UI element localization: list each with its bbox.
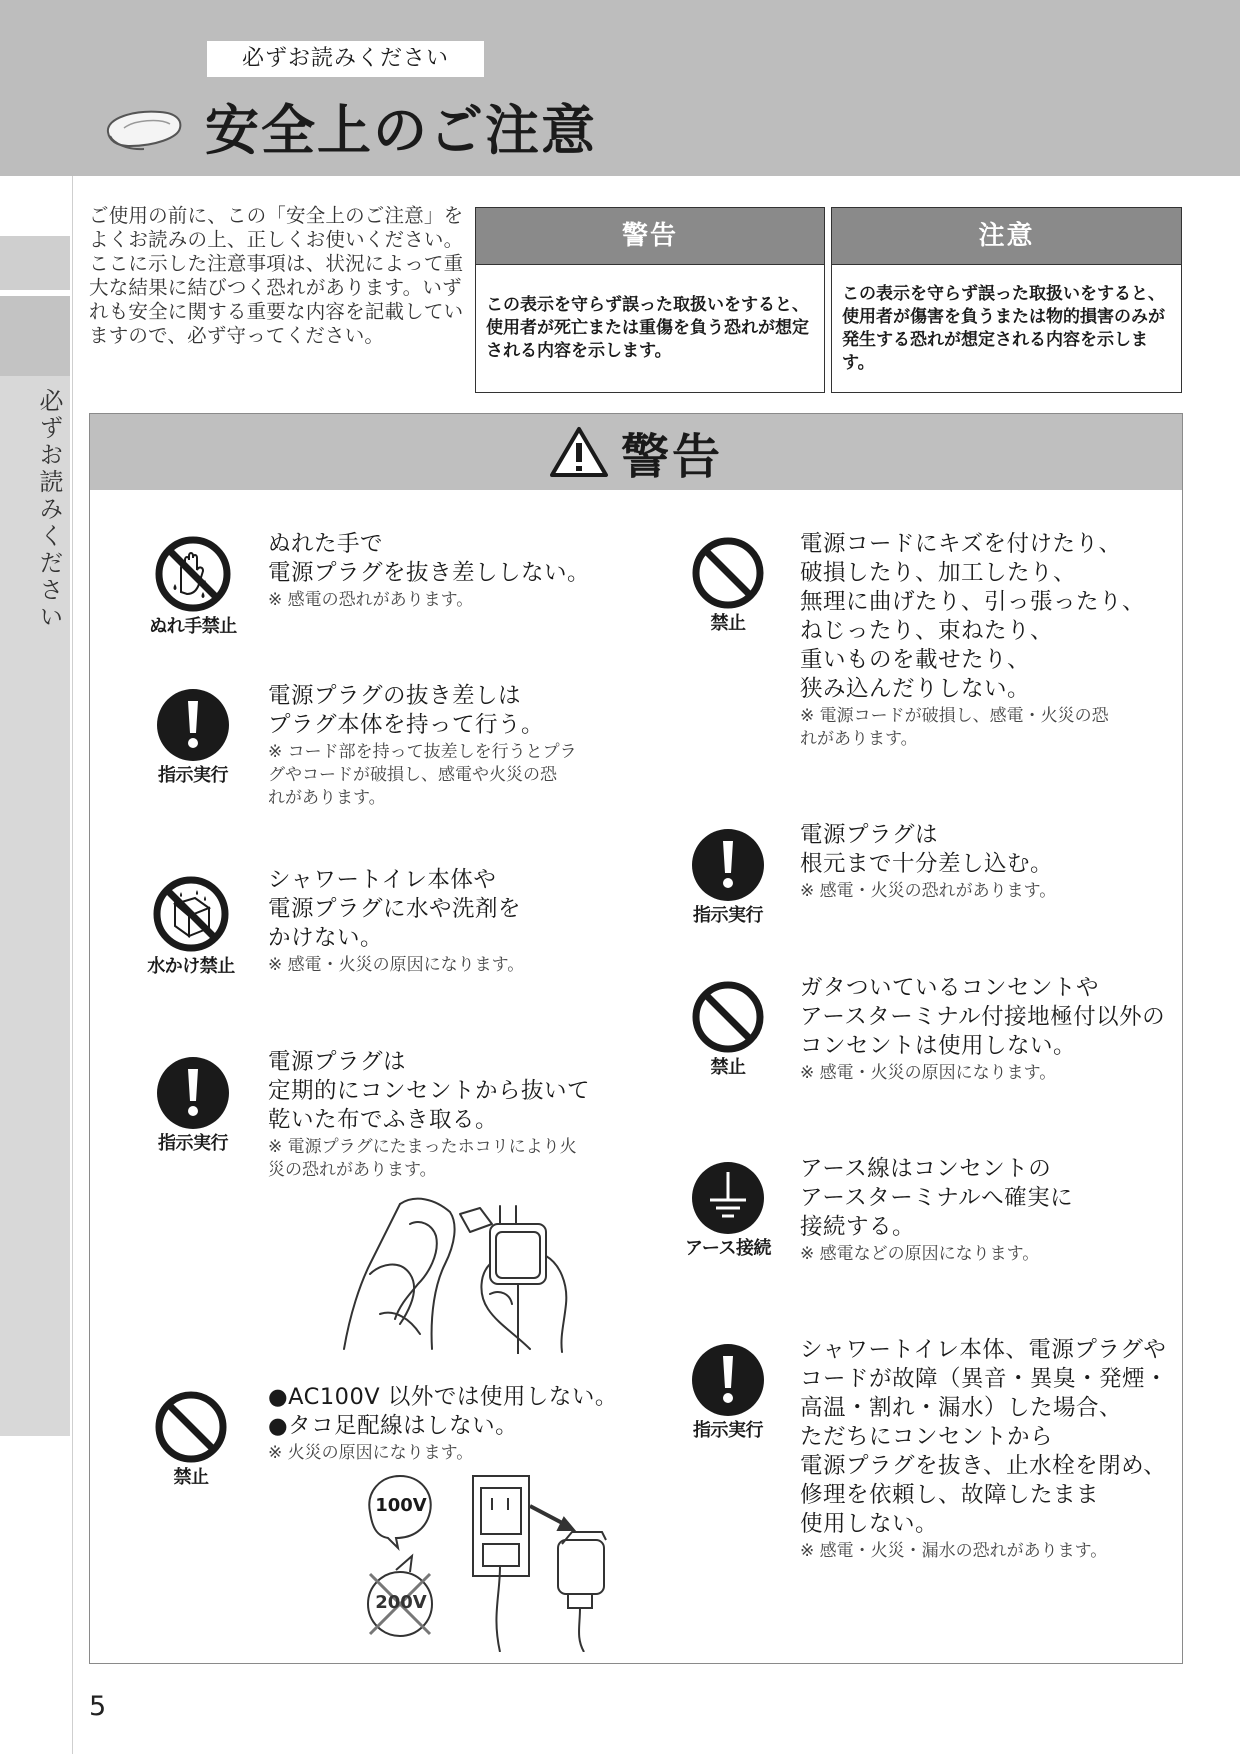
warning-note: ※ 火災の原因になります。 bbox=[268, 1443, 474, 1463]
warning-item-wet-hands bbox=[268, 530, 590, 612]
warning-panel-title: 警告 bbox=[620, 428, 723, 485]
warning-item-cord-damage bbox=[800, 530, 1145, 751]
warning-line: 乾いた布でふき取る。 bbox=[268, 1107, 499, 1133]
legend-caution-text: この表示を守らず誤った取扱いをすると、使用者が傷害を負うまたは物的損害のみが発生する恐れが想定される内容を示します。 bbox=[842, 283, 1165, 373]
warning-line: 電源プラグは bbox=[800, 822, 939, 848]
warning-line: 狭み込んだりしない。 bbox=[800, 676, 1031, 702]
warning-item-loose-outlet bbox=[800, 974, 1165, 1085]
warning-line: 使用しない。 bbox=[800, 1511, 939, 1537]
warning-item-malfunction bbox=[800, 1336, 1168, 1563]
warning-line: かけない。 bbox=[268, 925, 384, 951]
warning-panel-header bbox=[90, 414, 1182, 490]
intro-text bbox=[89, 204, 465, 348]
warning-note: ※ 感電・火災の原因になります。 bbox=[268, 955, 525, 975]
warning-line: 接続する。 bbox=[800, 1214, 916, 1240]
side-tab-label: 必ずお読みください bbox=[35, 388, 63, 631]
warning-line: ぬれた手で bbox=[268, 531, 384, 557]
warning-line: 定期的にコンセントから抜いて bbox=[268, 1078, 591, 1104]
symbol-mandatory bbox=[138, 687, 248, 787]
warning-line: 根元まで十分差し込む。 bbox=[800, 851, 1054, 877]
ok-voltage-label: 100V bbox=[375, 1495, 427, 1516]
warning-line: コードが故障（異音・異臭・発煙・ bbox=[800, 1366, 1169, 1392]
warning-line: コンセントは使用しない。 bbox=[800, 1033, 1077, 1059]
symbol-label: ぬれ手禁止 bbox=[149, 616, 237, 637]
toilet-seat-icon bbox=[104, 106, 184, 152]
rail-divider bbox=[72, 176, 73, 1754]
symbol-label: 禁止 bbox=[173, 1467, 209, 1488]
legend-caution-title: 注意 bbox=[832, 208, 1181, 265]
header-band bbox=[0, 0, 1240, 176]
warning-line: 電源プラグに水や洗剤を bbox=[268, 896, 522, 922]
warning-line: 電源プラグは bbox=[268, 1049, 407, 1075]
symbol-ground-connection bbox=[673, 1160, 783, 1260]
mandatory-action-icon bbox=[690, 827, 766, 903]
page-title: 安全上のご注意 bbox=[205, 99, 597, 162]
warning-line: 電源プラグを抜き、止水栓を閉め、 bbox=[800, 1453, 1167, 1479]
warning-triangle-icon bbox=[549, 426, 609, 478]
prohibited-icon bbox=[153, 1389, 229, 1465]
warning-line: シャワートイレ本体、電源プラグや bbox=[800, 1337, 1167, 1363]
symbol-prohibited bbox=[136, 1389, 246, 1489]
warning-line: 高温・割れ・漏水）した場合、 bbox=[800, 1395, 1123, 1421]
warning-item-clean-plug bbox=[268, 1048, 590, 1182]
symbol-label: 指示実行 bbox=[158, 1133, 228, 1154]
side-tab-blank-1 bbox=[0, 236, 70, 290]
intro-paragraph-2: ここに示した注意事項は、状況によって重大な結果に結びつく恐れがあります。いずれも安全に関する重要な内容を記載していますので、必ず守ってください。 bbox=[89, 252, 464, 347]
water-prohibited-icon bbox=[151, 874, 231, 954]
legend-warning-title: 警告 bbox=[476, 208, 824, 265]
warning-line: 電源プラグを抜き差ししない。 bbox=[268, 560, 591, 586]
wet-hands-prohibited-icon bbox=[153, 534, 233, 614]
warning-item-plug-handling bbox=[268, 682, 577, 810]
warning-line: アース線はコンセントの bbox=[800, 1156, 1052, 1182]
warning-note: れがあります。 bbox=[800, 729, 918, 749]
warning-line: シャワートイレ本体や bbox=[268, 867, 497, 893]
warning-line: 電源コードにキズを付けたり、 bbox=[800, 531, 1122, 557]
warning-line: アースターミナル付接地極付以外の bbox=[800, 1004, 1166, 1030]
warning-note: ※ コード部を持って抜差しを行うとプラ bbox=[268, 742, 577, 762]
prohibited-icon bbox=[690, 535, 766, 611]
symbol-label: アース接続 bbox=[684, 1238, 772, 1259]
warning-note: ※ 感電・火災の原因になります。 bbox=[800, 1063, 1057, 1083]
side-tab-blank-2 bbox=[0, 296, 70, 376]
warning-line: 無理に曲げたり、引っ張ったり、 bbox=[800, 589, 1146, 615]
warning-line: ●タコ足配線はしない。 bbox=[268, 1413, 519, 1439]
warning-line: プラグ本体を持って行う。 bbox=[268, 712, 545, 738]
side-rail bbox=[0, 176, 70, 1436]
ng-voltage-label: 200V bbox=[375, 1592, 427, 1613]
warning-line: 重いものを載せたり、 bbox=[800, 647, 1031, 673]
warning-line: ねじったり、束ねたり、 bbox=[800, 618, 1054, 644]
symbol-label: 指示実行 bbox=[693, 905, 763, 926]
symbol-mandatory bbox=[673, 1342, 783, 1442]
wiping-plug-illustration bbox=[340, 1184, 610, 1354]
prohibited-icon bbox=[690, 979, 766, 1055]
warning-note: ※ 感電などの原因になります。 bbox=[800, 1244, 1040, 1264]
symbol-water-prohibited bbox=[136, 874, 246, 978]
symbol-label: 禁止 bbox=[710, 1057, 746, 1078]
voltage-outlet-illustration bbox=[340, 1466, 650, 1652]
symbol-prohibited bbox=[673, 979, 783, 1079]
symbol-wet-hands-prohibited bbox=[138, 534, 248, 638]
page-number: 5 bbox=[89, 1691, 107, 1722]
warning-line: 修理を依頼し、故障したまま bbox=[800, 1482, 1100, 1508]
legend-warning-text: この表示を守らず誤った取扱いをすると、使用者が死亡または重傷を負う恐れが想定される内容を示します。 bbox=[486, 295, 809, 361]
warning-panel bbox=[89, 413, 1183, 1664]
warning-note: グやコードが破損し、感電や火災の恐 bbox=[268, 765, 557, 785]
warning-note: ※ 感電の恐れがあります。 bbox=[268, 590, 474, 610]
symbol-label: 指示実行 bbox=[693, 1420, 763, 1441]
warning-item-ground-wire bbox=[800, 1155, 1073, 1266]
warning-line: 電源プラグの抜き差しは bbox=[268, 683, 522, 709]
symbol-label: 水かけ禁止 bbox=[147, 956, 235, 977]
outlet-plug-drawing bbox=[340, 1466, 650, 1652]
mandatory-action-icon bbox=[690, 1342, 766, 1418]
warning-item-voltage-octopus bbox=[268, 1383, 618, 1465]
warning-item-no-water bbox=[268, 866, 524, 977]
warning-line: 破損したり、加工したり、 bbox=[800, 560, 1077, 586]
warning-note: 災の恐れがあります。 bbox=[268, 1160, 437, 1180]
mandatory-action-icon bbox=[155, 1055, 231, 1131]
symbol-label: 指示実行 bbox=[158, 765, 228, 786]
warning-note: ※ 電源コードが破損し、感電・火災の恐 bbox=[800, 706, 1109, 726]
warning-line: ガタついているコンセントや bbox=[800, 975, 1100, 1001]
symbol-mandatory bbox=[673, 827, 783, 927]
symbol-prohibited bbox=[673, 535, 783, 635]
warning-item-insert-fully bbox=[800, 821, 1056, 903]
warning-note: れがあります。 bbox=[268, 788, 386, 808]
warning-line: アースターミナルへ確実に bbox=[800, 1185, 1074, 1211]
symbol-mandatory bbox=[138, 1055, 248, 1155]
warning-line: ただちにコンセントから bbox=[800, 1424, 1054, 1450]
warning-note: ※ 感電・火災の恐れがあります。 bbox=[800, 881, 1057, 901]
symbol-label: 禁止 bbox=[710, 613, 746, 634]
warning-note: ※ 電源プラグにたまったホコリにより火 bbox=[268, 1137, 577, 1157]
intro-paragraph-1: ご使用の前に、この「安全上のご注意」をよくお読みの上、正しくお使いください。 bbox=[89, 204, 464, 251]
warning-note: ※ 感電・火災・漏水の恐れがあります。 bbox=[800, 1541, 1108, 1561]
legend-warning-box bbox=[475, 207, 825, 393]
legend-caution-box bbox=[831, 207, 1182, 393]
must-read-label: 必ずお読みください bbox=[207, 41, 484, 77]
warning-line: ●AC100V 以外では使用しない。 bbox=[268, 1384, 618, 1410]
ground-connection-icon bbox=[690, 1160, 766, 1236]
mandatory-action-icon bbox=[155, 687, 231, 763]
